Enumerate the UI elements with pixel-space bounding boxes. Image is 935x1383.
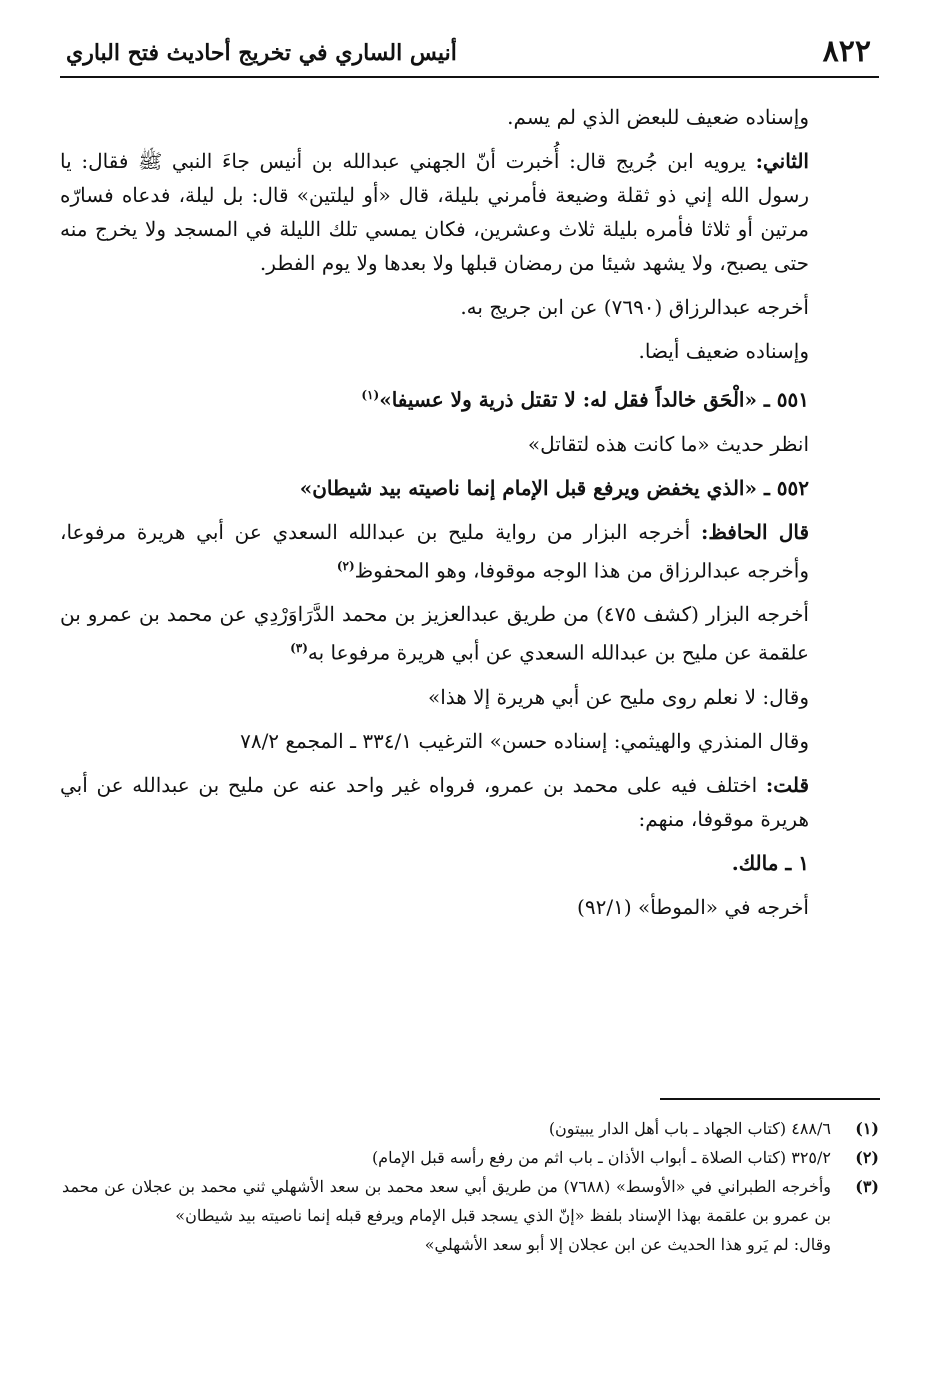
footnote-text: وأخرجه الطبراني في «الأوسط» (٧٦٨٨) من طريق أبي سعد محمد بن سعد الأشهلي ثني محمد بن عجلان عن محمد بن عمرو بن علقمة بهذا الإسناد بلفظ «إنّ الذي يسجد قبل الإمام ويرفع قبله إنما ناصيته بيد شيطان»	[62, 1177, 832, 1225]
paragraph: وإسناده ضعيف أيضا.	[638, 339, 809, 363]
paragraph: وقال: لا نعلم روى مليح عن أبي هريرة إلا هذا»	[427, 684, 809, 709]
footnotes	[62, 1114, 879, 1259]
hadith-heading-551	[60, 378, 879, 417]
main-text	[60, 100, 879, 934]
paragraph-hafiz	[60, 515, 879, 588]
footnote-3	[62, 1172, 879, 1230]
paragraph-text: أخرجه البزار (كشف ٤٧٥) من طريق عبدالعزيز بن محمد الدَّرَاوَرْدِي عن محمد بن عمرو بن علقمة عن مليح بن عبدالله السعدي عن أبي هريرة مرفوعا به	[60, 602, 809, 665]
paragraph	[60, 597, 879, 670]
footnote-text: ٣٢٥/٢ (كتاب الصلاة ـ أبواب الأذان ـ باب اثم من رفع رأسه قبل الإمام)	[371, 1148, 831, 1167]
running-header	[60, 28, 879, 78]
paragraph-second-narration	[60, 144, 879, 280]
footnote-ref[interactable]: (٢)	[336, 558, 355, 573]
paragraph: انظر حديث «ما كانت هذه لتقاتل»	[527, 431, 809, 456]
footnote-ref[interactable]: (٣)	[290, 641, 308, 656]
list-item: ١ ـ مالك.	[731, 850, 809, 875]
footnote-ref[interactable]: (١)	[361, 388, 380, 402]
paragraph-label: الثاني:	[755, 149, 809, 173]
paragraph: أخرجه عبدالرزاق (٧٦٩٠) عن ابن جريج به.	[460, 295, 809, 319]
hadith-heading-552: ٥٥٢ ـ «الذي يخفض ويرفع قبل الإمام إنما ناصيته بيد شيطان»	[299, 475, 809, 500]
footnote-1	[62, 1114, 879, 1143]
hadith-heading-text: ٥٥١ ـ «الْحَق خالداً فقل له: لا تقتل ذرية ولا عسيفا»	[379, 387, 809, 412]
paragraph-text: اختلف فيه على محمد بن عمرو، فرواه غير واحد عنه عن مليح بن عبدالله عن أبي هريرة موقوفا، منهم:	[60, 772, 809, 831]
footnote-text: ٤٨٨/٦ (كتاب الجهاد ـ باب أهل الدار يبيتون)	[548, 1119, 831, 1138]
footnote-number: (١)	[855, 1119, 879, 1138]
paragraph-label: قلت:	[765, 772, 810, 797]
paragraph: أخرجه في «الموطأ» (٩٢/١)	[577, 894, 809, 919]
footnote-separator	[660, 1098, 880, 1100]
running-title: أنيس الساري في تخريج أحاديث فتح الباري	[66, 40, 457, 66]
paragraph-qultu	[60, 768, 879, 836]
footnote-number: (٢)	[855, 1148, 879, 1167]
paragraph-text: يرويه ابن جُريج قال: أُخبرت أنّ الجهني عبدالله بن أنيس جاءَ النبي ﷺ فقال: يا رسول الله إني ذو ثقلة وضيعة فأمرني بليلة، قال «أو ليلتين» قال: بل ليلة، فدعاه فسارّه مرتين أو ثلاثا فأمره بليلة ثلاث وعشرين، فكان يمسي تلك الليلة في المسجد ولا يخرج منه حتى يصبح، ولا يشهد شيئا من رمضان قبلها ولا بعدها ولا يوم الفطر.	[60, 149, 810, 275]
footnote-2	[62, 1143, 879, 1172]
paragraph: وإسناده ضعيف للبعض الذي لم يسم.	[507, 105, 809, 129]
paragraph-label: قال الحافظ:	[700, 519, 810, 544]
paragraph-text: أخرجه البزار من رواية مليح بن عبدالله السعدي عن أبي هريرة مرفوعا، وأخرجه عبدالرزاق من هذا الوجه موقوفا، وهو المحفوظ	[60, 519, 809, 583]
footnote-number: (٣)	[855, 1177, 879, 1196]
page-number: ٨٢٢	[822, 34, 871, 69]
footnote-continuation: وقال: لم يَرو هذا الحديث عن ابن عجلان إلا أبو سعد الأشهلي»	[424, 1235, 831, 1254]
paragraph: وقال المنذري والهيثمي: إسناده حسن» الترغيب ٣٣٤/١ ـ المجمع ٧٨/٢	[240, 728, 809, 753]
